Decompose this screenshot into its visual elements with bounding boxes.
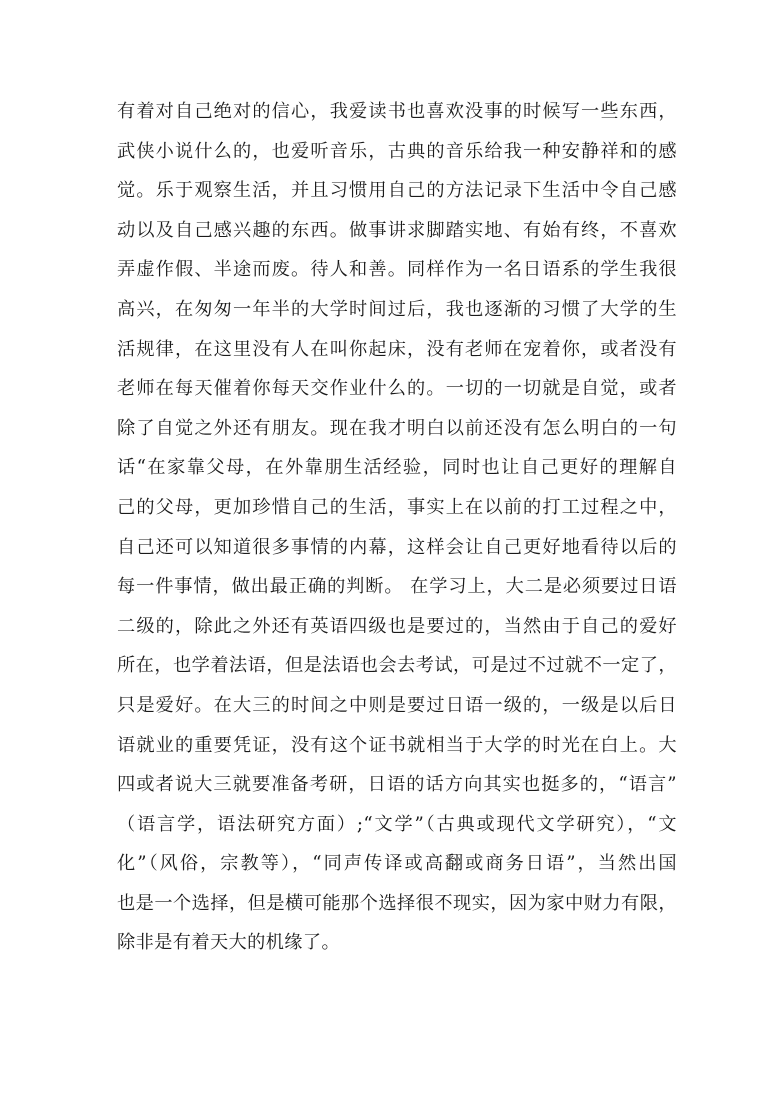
text-line-16: 只是爱好。在大三的时间之中则是要过日语一级的，一级是以后日: [117, 694, 677, 716]
text-line-8: 老师在每天催着你每天交作业什么的。一切的一切就是自觉，或者: [117, 378, 677, 400]
text-line-4: 动以及自己感兴趣的东西。做事讲求脚踏实地、有始有终，不喜欢: [117, 219, 677, 241]
text-line-11: 己的父母，更加珍惜自己的生活，事实上在以前的打工过程之中，: [117, 496, 677, 518]
text-line-2: 武侠小说什么的，也爱听音乐，古典的音乐给我一种安静祥和的感: [117, 140, 677, 162]
text-line-20: 化”（风俗，宗教等），“同声传译或高翻或商务日语”，当然出国: [117, 853, 677, 875]
text-line-5: 弄虚作假、半途而废。待人和善。同样作为一名日语系的学生我很: [117, 259, 677, 281]
text-line-14: 二级的，除此之外还有英语四级也是要过的，当然由于自己的爱好: [117, 615, 677, 637]
text-line-12: 自己还可以知道很多事情的内幕，这样会让自己更好地看待以后的: [117, 536, 677, 558]
text-line-1: 有着对自己绝对的信心，我爱读书也喜欢没事的时候写一些东西，: [117, 101, 677, 122]
text-line-13: 每一件事情，做出最正确的判断。 在学习上，大二是必须要过日语: [117, 576, 677, 598]
text-line-3: 觉。乐于观察生活，并且习惯用自己的方法记录下生活中令自己感: [117, 180, 677, 202]
text-line-21: 也是一个选择，但是横可能那个选择很不现实，因为家中财力有限，: [117, 892, 677, 914]
text-line-18: 四或者说大三就要准备考研，日语的话方向其实也挺多的，“语言”: [117, 774, 677, 796]
text-line-7: 活规律，在这里没有人在叫你起床，没有老师在宠着你，或者没有: [117, 338, 677, 360]
text-line-9: 除了自觉之外还有朋友。现在我才明白以前还没有怎么明白的一句: [117, 417, 677, 439]
text-line-6: 高兴，在匆匆一年半的大学时间过后，我也逐渐的习惯了大学的生: [117, 298, 677, 320]
text-line-10: 话“在家靠父母，在外靠朋生活经验，同时也让自己更好的理解自: [117, 457, 677, 479]
text-line-17: 语就业的重要凭证，没有这个证书就相当于大学的时光在白上。大: [117, 734, 677, 756]
body-text: [117, 92, 677, 963]
text-line-15: 所在，也学着法语，但是法语也会去考试，可是过不过就不一定了，: [117, 655, 677, 677]
text-line-19: （语言学，语法研究方面）;“文学”（古典或现代文学研究），“文: [117, 813, 677, 835]
text-line-22: 除非是有着天大的机缘了。: [117, 932, 341, 954]
